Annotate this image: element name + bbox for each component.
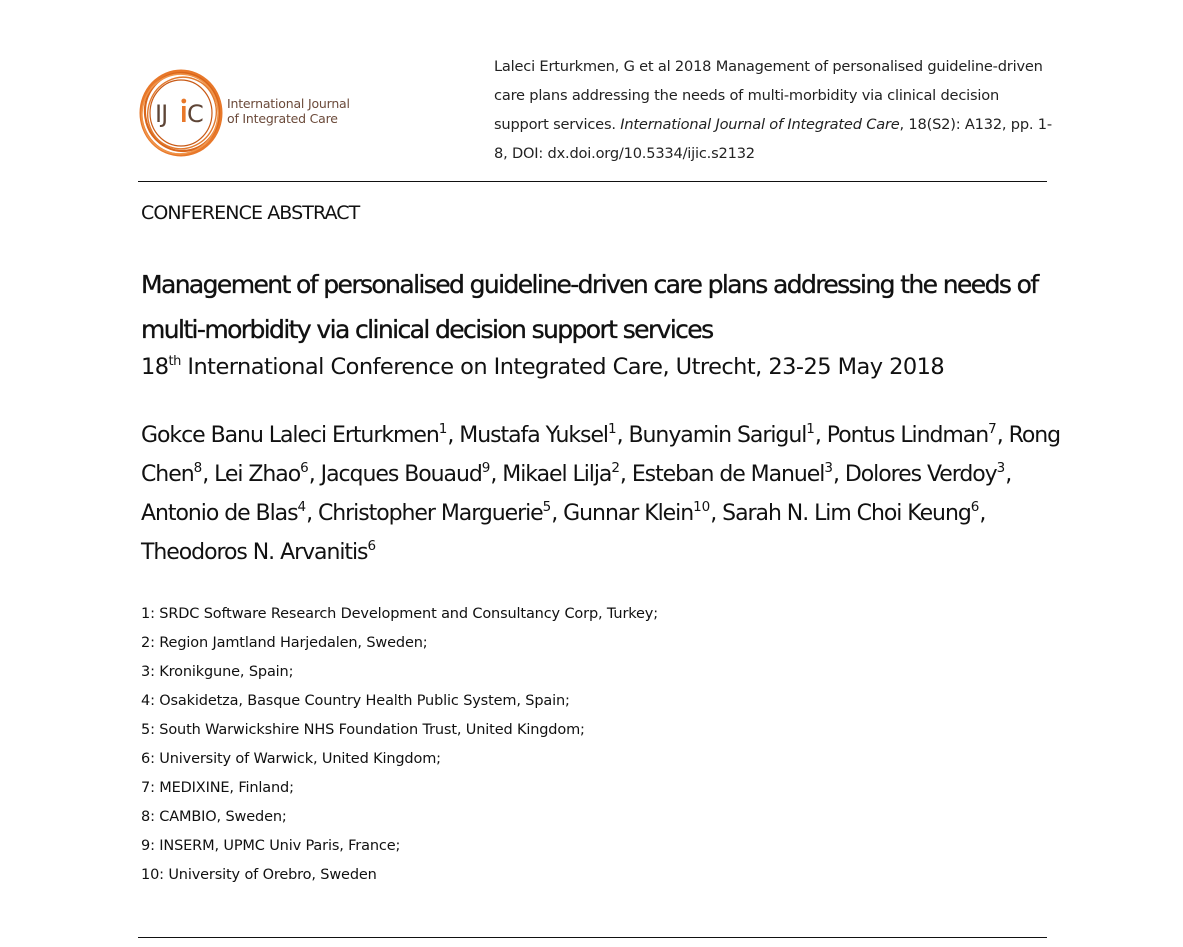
author-separator: ,: [490, 462, 503, 487]
author-separator: ,: [308, 462, 321, 487]
author-affiliation-number: 5: [542, 499, 552, 515]
author: [141, 423, 447, 448]
author-separator: ,: [814, 423, 827, 448]
author-name: Pontus Lindman: [826, 423, 989, 448]
citation-text: Laleci Erturkmen, G et al 2018 Management of personalised guideline-driven care plans addressing the needs of multi-morbidity via clinical decision support services.: [494, 58, 1043, 133]
author-separator: ,: [710, 501, 723, 526]
author-separator: ,: [832, 462, 845, 487]
author-affiliation-number: 8: [193, 460, 203, 476]
author-affiliation-number: 1: [438, 421, 448, 437]
author: [845, 462, 1005, 487]
author: [321, 462, 491, 487]
author-affiliation-number: 6: [300, 460, 309, 476]
journal-name-line2: of Integrated Care: [227, 111, 338, 126]
affiliation-item: 8: CAMBIO, Sweden;: [141, 809, 287, 825]
author-name: Antonio de Blas: [141, 501, 298, 526]
journal-name: [227, 96, 350, 126]
author-separator: ,: [551, 501, 564, 526]
author-name: Gokce Banu Laleci Erturkmen: [141, 423, 439, 448]
author-name: Sarah N. Lim Choi Keung: [722, 501, 971, 526]
author-separator: ,: [619, 462, 632, 487]
author: [459, 423, 616, 448]
author-affiliation-number: 1: [806, 421, 815, 437]
author-separator: ,: [979, 501, 986, 526]
affiliation-list: [141, 600, 658, 890]
author: [628, 423, 814, 448]
citation: [494, 52, 1054, 168]
author-affiliation-number: 9: [481, 460, 491, 476]
affiliation-item: 5: South Warwickshire NHS Foundation Trust, United Kingdom;: [141, 722, 585, 738]
citation-journal: International Journal of Integrated Care: [620, 116, 900, 133]
journal-logo: [138, 66, 368, 160]
affiliation-item: 9: INSERM, UPMC Univ Paris, France;: [141, 838, 401, 854]
author-affiliation-number: 7: [988, 421, 997, 437]
author-affiliation-number: 3: [824, 460, 833, 476]
conference-details: International Conference on Integrated Care, Utrecht, 23-25 May 2018: [180, 354, 945, 380]
author: [141, 501, 306, 526]
author-affiliation-number: 10: [693, 499, 711, 515]
author: [214, 462, 309, 487]
section-label: CONFERENCE ABSTRACT: [141, 202, 360, 224]
author-separator: ,: [447, 423, 460, 448]
affiliation-item: 2: Region Jamtland Harjedalen, Sweden;: [141, 635, 428, 651]
ijic-logo-icon: [138, 66, 226, 160]
conference-line: [141, 354, 944, 380]
affiliation-item: 10: University of Orebro, Sweden: [141, 867, 377, 883]
author: [502, 462, 620, 487]
author: [827, 423, 997, 448]
author-affiliation-number: 6: [970, 499, 980, 515]
author: [722, 501, 979, 526]
author-name: Christopher Marguerie: [317, 501, 543, 526]
footer-divider: [138, 937, 1047, 938]
article-title: Management of personalised guideline-driven care plans addressing the needs of multi-morbidity via clinical decision support services: [141, 270, 1038, 344]
affiliation-item: 6: University of Warwick, United Kingdom;: [141, 751, 441, 767]
author-separator: ,: [616, 423, 629, 448]
author-separator: ,: [1005, 462, 1012, 487]
author-affiliation-number: 1: [608, 421, 617, 437]
journal-name-line1: International Journal: [227, 96, 350, 111]
author-name: Mikael Lilja: [502, 462, 612, 487]
author: [563, 501, 710, 526]
author-name: Jacques Bouaud: [320, 462, 482, 487]
author-name: Rong Chen: [141, 423, 1061, 487]
author-separator: ,: [996, 423, 1009, 448]
header-divider: [138, 181, 1047, 182]
author: [632, 462, 833, 487]
author-name: Lei Zhao: [214, 462, 301, 487]
author: [141, 540, 376, 565]
affiliation-item: 3: Kronikgune, Spain;: [141, 664, 294, 680]
author-affiliation-number: 4: [297, 499, 307, 515]
conference-ordinal-suffix: th: [168, 354, 181, 369]
author-affiliation-number: 6: [367, 538, 377, 554]
author-name: Bunyamin Sarigul: [628, 423, 807, 448]
author-affiliation-number: 2: [611, 460, 620, 476]
affiliation-item: 4: Osakidetza, Basque Country Health Public System, Spain;: [141, 693, 570, 709]
author-name: Esteban de Manuel: [631, 462, 825, 487]
svg-text:IJ: IJ: [155, 100, 168, 128]
conference-ordinal: 18: [141, 354, 169, 380]
author-name: Gunnar Klein: [563, 501, 694, 526]
affiliation-item: 1: SRDC Software Research Development and Consultancy Corp, Turkey;: [141, 606, 658, 622]
author-name: Dolores Verdoy: [844, 462, 997, 487]
author-affiliation-number: 3: [996, 460, 1006, 476]
affiliation-item: 7: MEDIXINE, Finland;: [141, 780, 294, 796]
svg-text:C: C: [187, 100, 204, 128]
author-separator: ,: [202, 462, 215, 487]
citation-volume-doi: , 18(S2): A132, pp. 1-8, DOI: dx.doi.org/10.5334/ijic.s2132: [494, 116, 1052, 162]
author: [318, 501, 551, 526]
author-name: Theodoros N. Arvanitis: [141, 540, 368, 565]
author-separator: ,: [306, 501, 318, 526]
author-name: Mustafa Yuksel: [459, 423, 608, 448]
author-list: [141, 416, 1061, 572]
